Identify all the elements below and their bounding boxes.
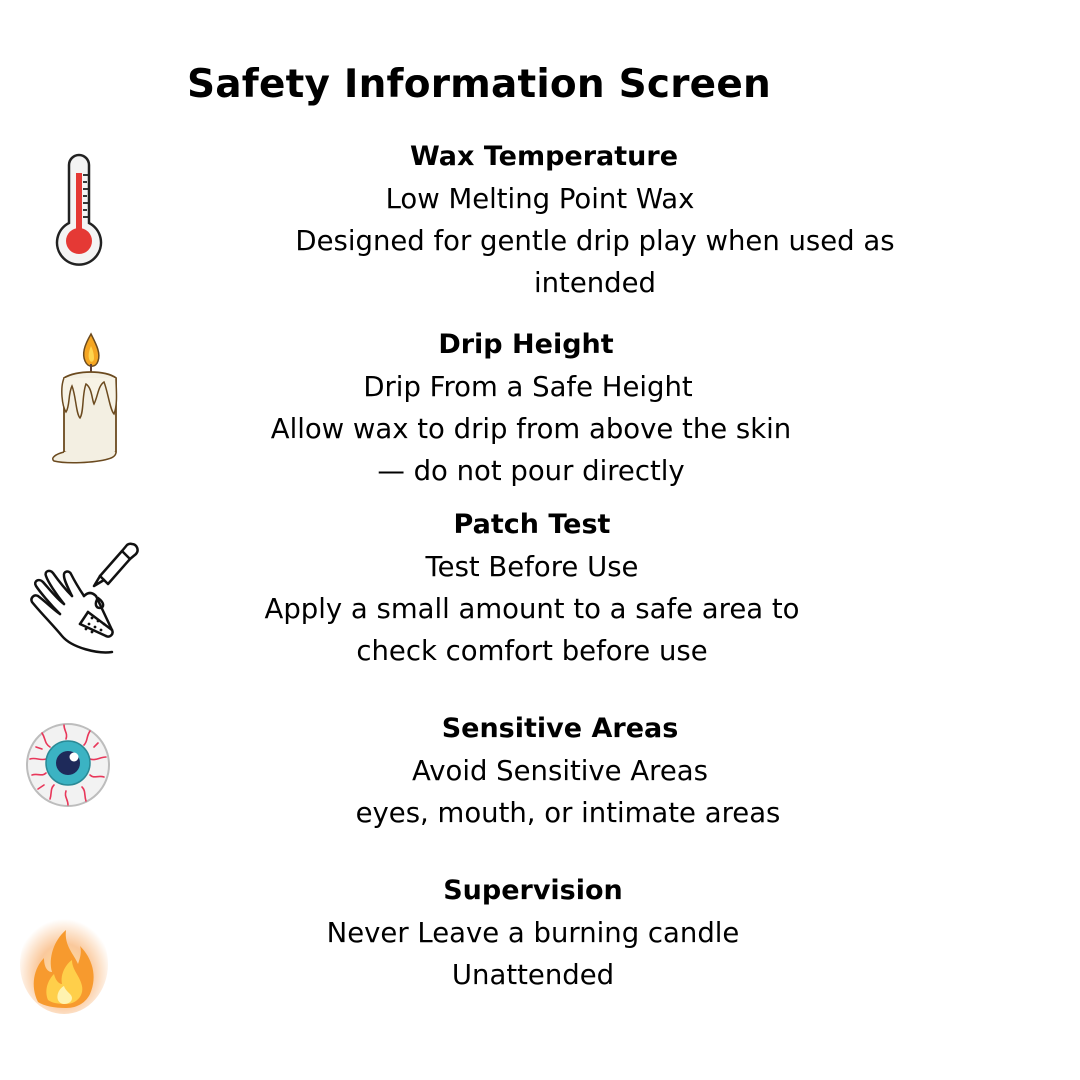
section-drip-height (228, 324, 834, 492)
dropper-hand-icon (28, 538, 140, 656)
candle-icon (48, 330, 120, 464)
section-detail: — do not pour directly (377, 455, 685, 487)
thermometer-icon (52, 151, 106, 267)
section-subheading: Drip From a Safe Height (363, 371, 693, 403)
section-detail: Unattended (451, 959, 615, 991)
section-subheading: Avoid Sensitive Areas (412, 755, 708, 787)
section-heading: Sensitive Areas (441, 713, 679, 744)
section-wax-temperature (240, 136, 895, 304)
section-sensitive-areas (318, 708, 818, 834)
section-detail: check comfort before use (356, 635, 708, 667)
section-detail: Allow wax to drip from above the skin (270, 413, 792, 445)
section-heading: Drip Height (438, 329, 614, 360)
section-heading: Supervision (443, 875, 623, 906)
section-detail: Designed for gentle drip play when used as (295, 225, 895, 257)
page-title: Safety Information Screen (187, 62, 771, 107)
section-subheading: Never Leave a burning candle (326, 917, 740, 949)
fire-icon (18, 902, 110, 1014)
section-detail: intended (533, 267, 657, 299)
section-detail: Apply a small amount to a safe area to (264, 593, 800, 625)
section-subheading: Low Melting Point Wax (385, 183, 695, 215)
section-heading: Wax Temperature (409, 141, 679, 172)
section-detail: eyes, mouth, or intimate areas (355, 797, 781, 829)
eyeball-icon (24, 721, 112, 809)
section-subheading: Test Before Use (425, 551, 639, 583)
section-heading: Patch Test (453, 509, 611, 540)
section-patch-test (225, 504, 839, 672)
section-supervision (283, 870, 783, 996)
